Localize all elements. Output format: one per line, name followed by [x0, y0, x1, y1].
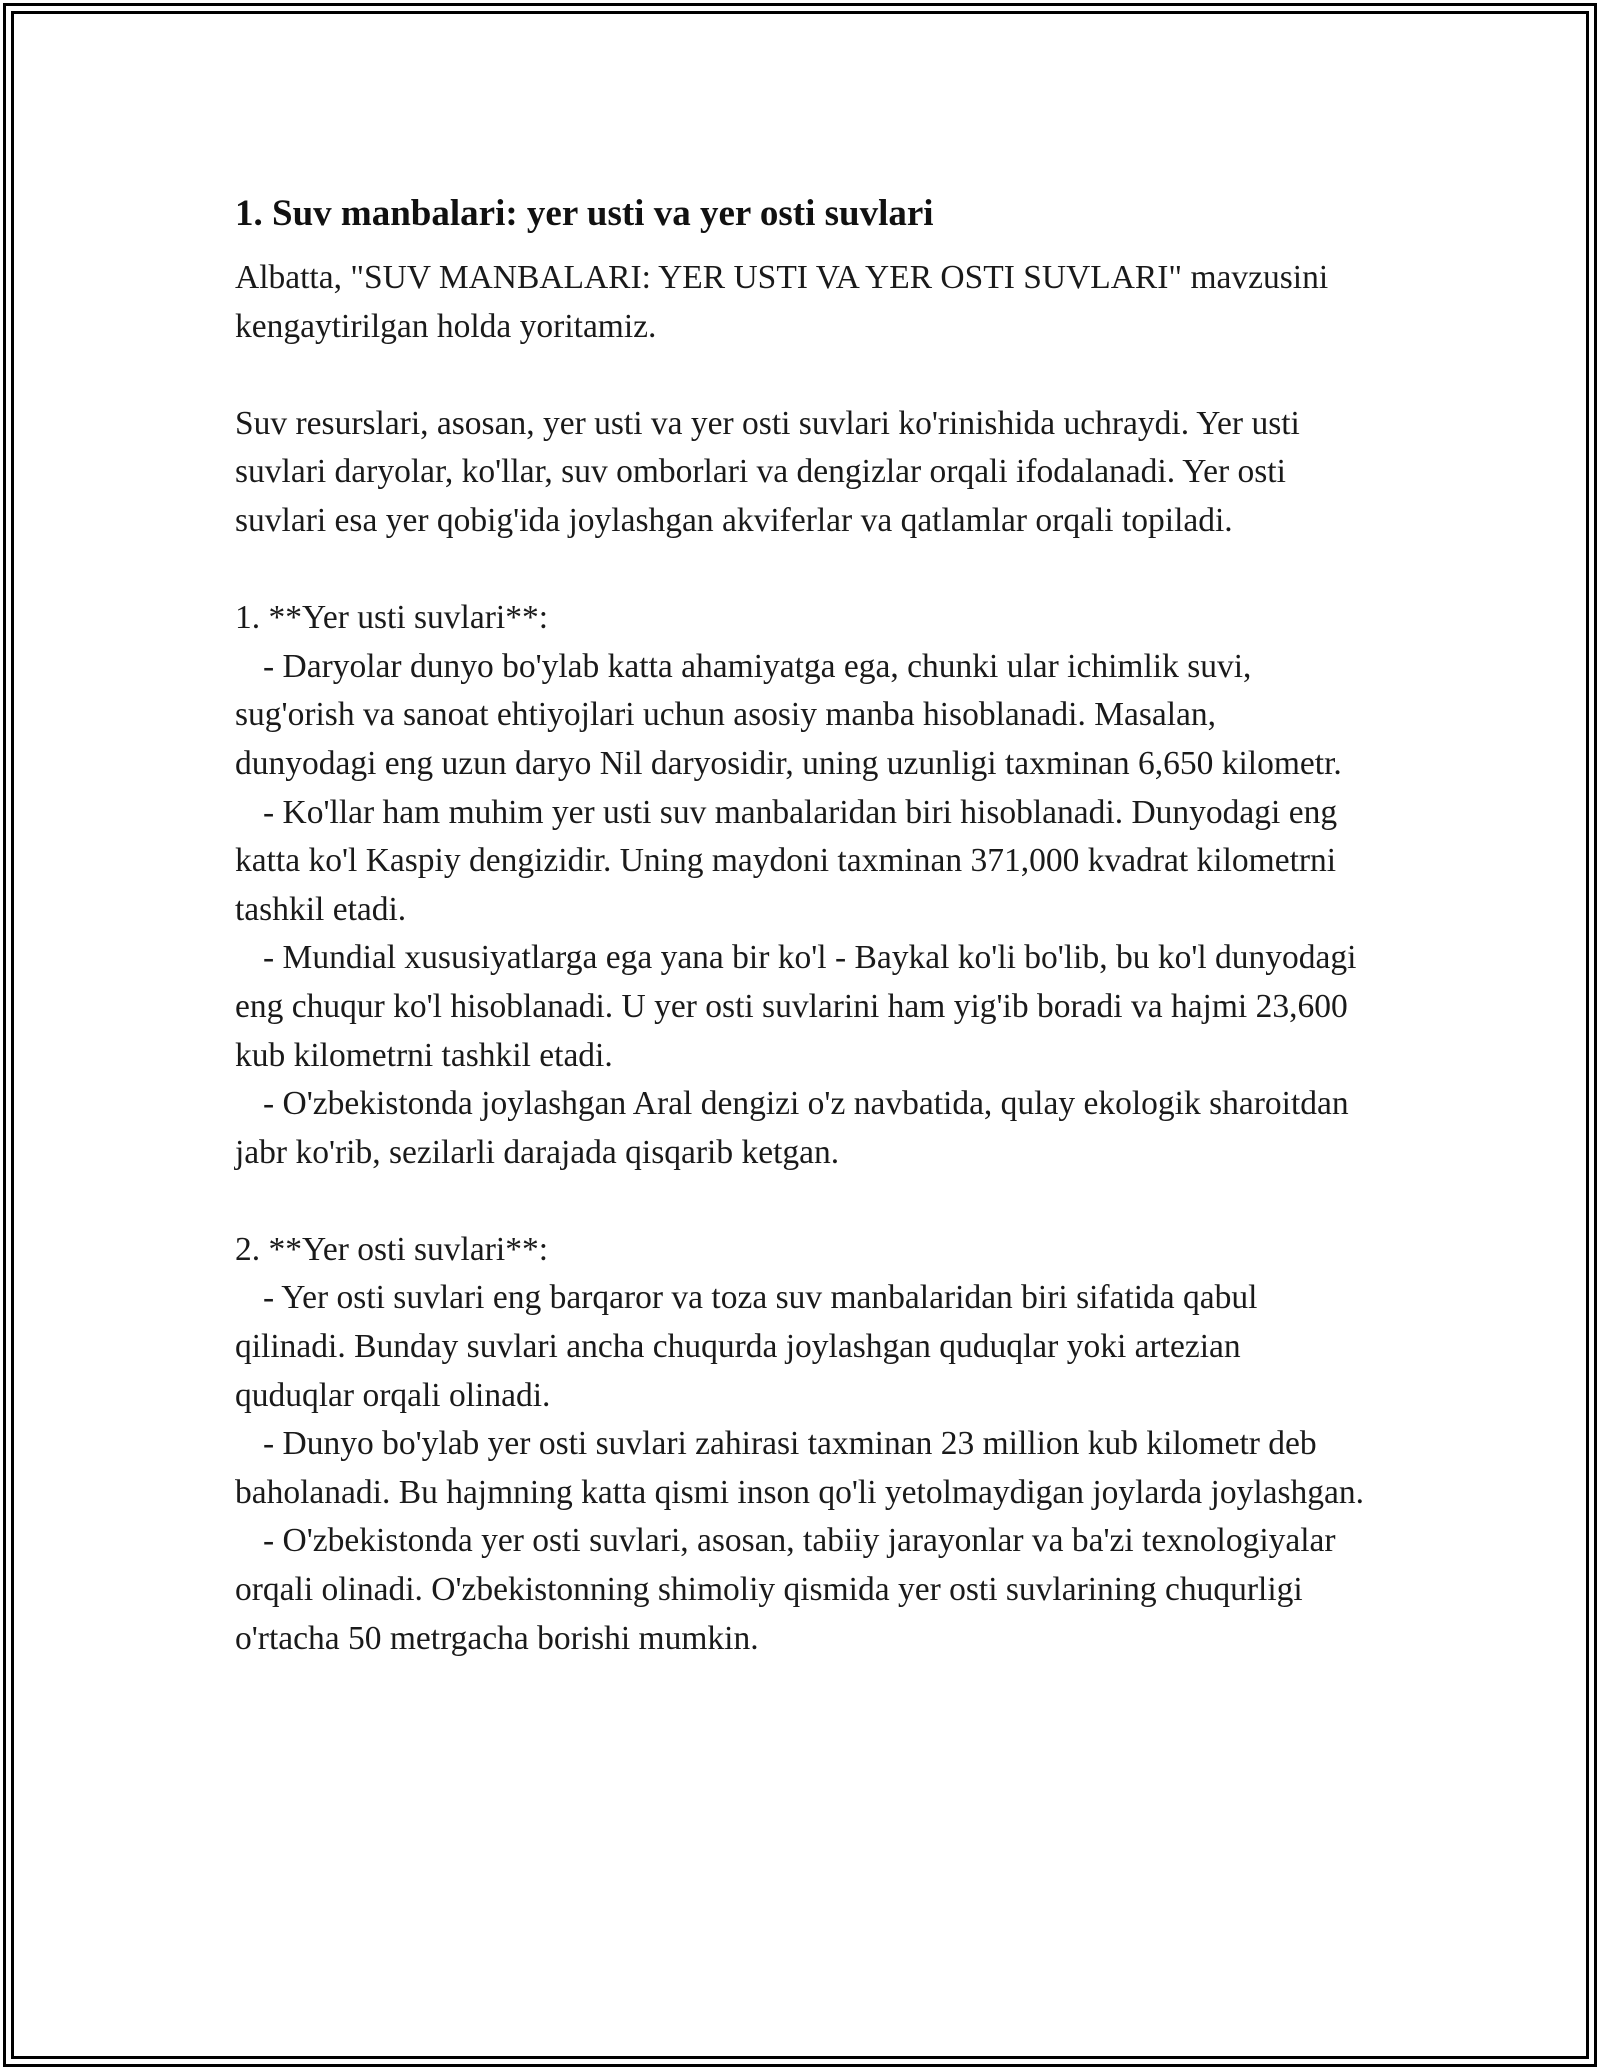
list-item: - O'zbekistonda joylashgan Aral dengizi o'z navbatida, qulay ekologik sharoitdan jabr ko'rib, sezilarli darajada qisqarib ketgan.	[235, 1085, 1349, 1171]
intro-paragraph: Albatta, "SUV MANBALARI: YER USTI VA YER OSTI SUVLARI" mavzusini kengaytirilgan holda yoritamiz.	[235, 259, 1329, 345]
list-item: - Mundial xususiyatlarga ega yana bir ko'l - Baykal ko'li bo'lib, bu ko'l dunyodagi eng chuqur ko'l hisoblanadi. U yer osti suvlarini ham yig'ib boradi va hajmi 23,600 kub kilometrni tashkil etadi.	[235, 939, 1357, 1074]
document-title: 1. Suv manbalari: yer usti va yer osti suvlari	[235, 193, 934, 234]
paragraph-spacer	[235, 546, 1365, 595]
paragraph-spacer	[235, 1177, 1365, 1226]
list-item: - Dunyo bo'ylab yer osti suvlari zahirasi taxminan 23 million kub kilometr deb baholanadi. Bu hajmning katta qismi inson qo'li yetolmaydigan joylarda joylashgan.	[235, 1425, 1365, 1511]
list-item: - Ko'llar ham muhim yer usti suv manbalaridan biri hisoblanadi. Dunyodagi eng katta ko'l Kaspiy dengizidir. Uning maydoni taxminan 371,000 kvadrat kilometrni tashkil etadi.	[235, 793, 1338, 928]
section-groundwater	[235, 1226, 1365, 1663]
section-heading: 1. **Yer usti suvlari**:	[235, 599, 548, 637]
list-item: - Daryolar dunyo bo'ylab katta ahamiyatga ega, chunki ular ichimlik suvi, sug'orish va sanoat ehtiyojlari uchun asosiy manba hisoblanadi. Masalan, dunyodagi eng uzun daryo Nil daryosidir, uning uzunligi taxminan 6,650 kilometr.	[235, 647, 1342, 782]
document-body	[235, 188, 1365, 1663]
section-surface-water	[235, 594, 1365, 1177]
list-item: - Yer osti suvlari eng barqaror va toza suv manbalaridan biri sifatida qabul qilinadi. Bunday suvlari ancha chuqurda joylashgan quduqlar yoki artezian quduqlar orqali olinadi.	[235, 1279, 1258, 1414]
overview-paragraph: Suv resurslari, asosan, yer usti va yer osti suvlari ko'rinishida uchraydi. Yer usti suvlari daryolar, ko'llar, suv omborlari va dengizlar orqali ifodalanadi. Yer osti suvlari esa yer qobig'ida joylashgan akviferlar va qatlamlar orqali topiladi.	[235, 404, 1300, 539]
section-heading: 2. **Yer osti suvlari**:	[235, 1230, 548, 1268]
paragraph-spacer	[235, 351, 1365, 400]
list-item: - O'zbekistonda yer osti suvlari, asosan, tabiiy jarayonlar va ba'zi texnologiyalar orqali olinadi. O'zbekistonning shimoliy qismida yer osti suvlarining chuqurligi o'rtacha 50 metrgacha borishi mumkin.	[235, 1522, 1336, 1657]
